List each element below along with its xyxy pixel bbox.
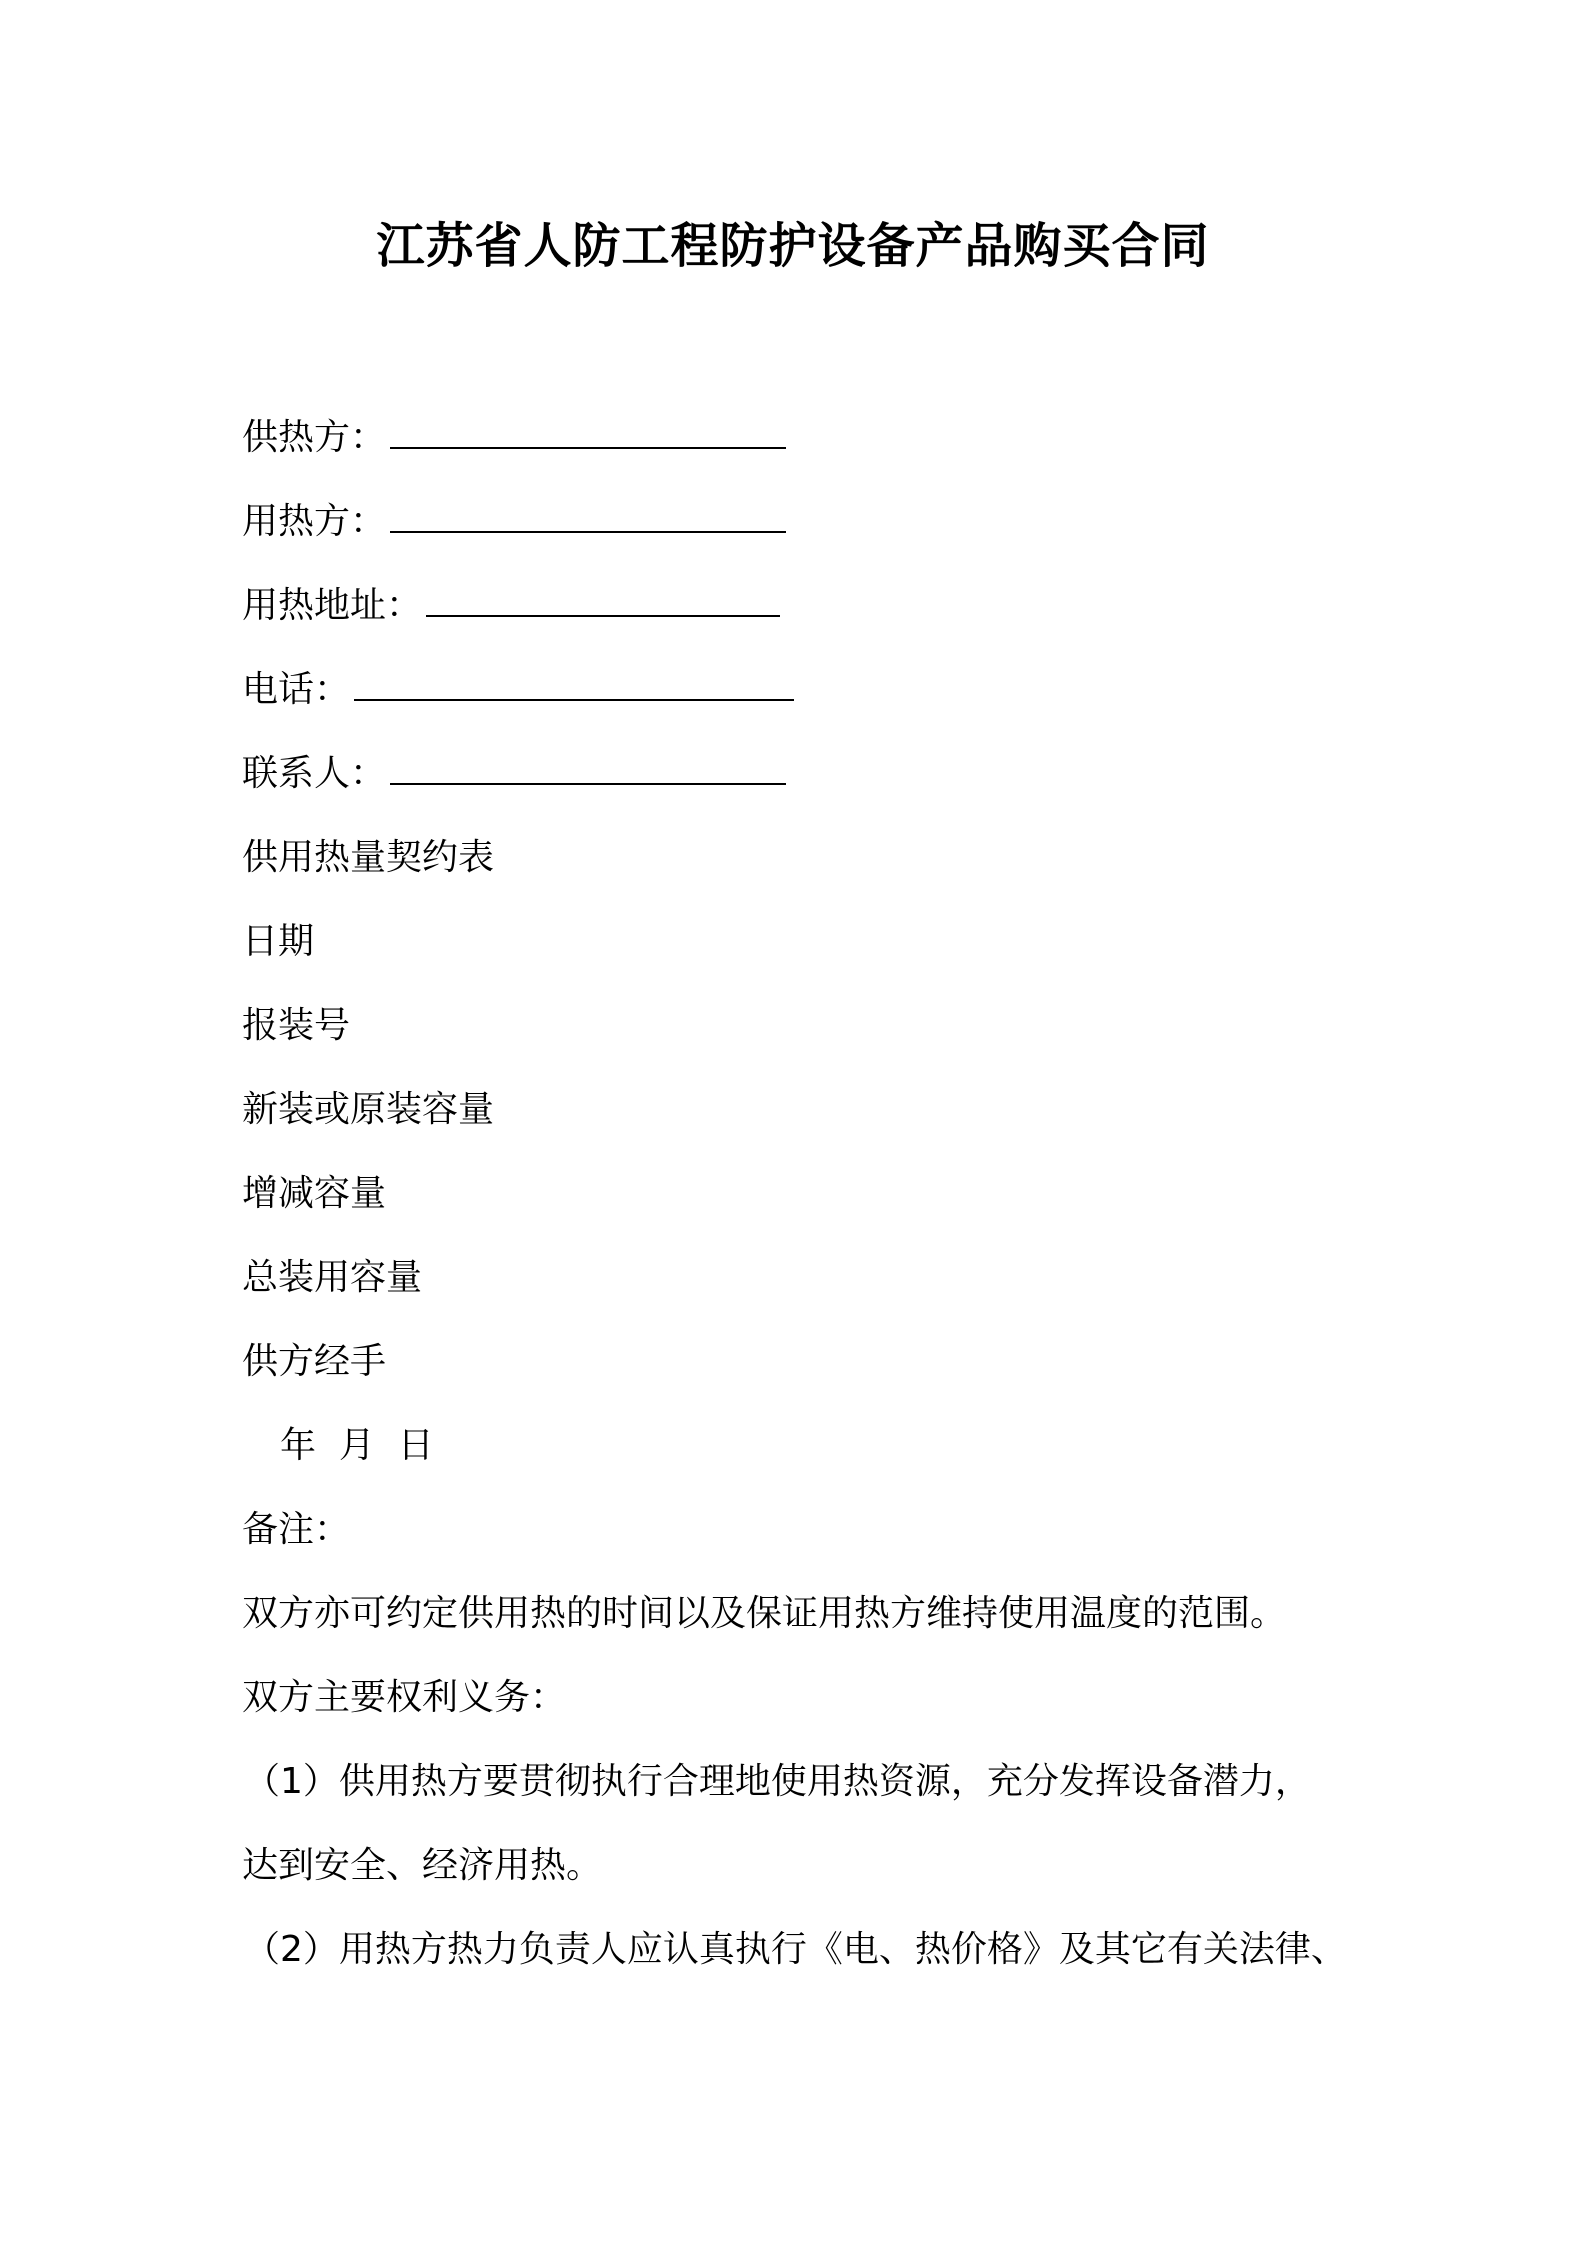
table-heading: 供用热量契约表 <box>242 837 495 878</box>
table-row-supplier-handler: 供方经手 <box>242 1341 387 1382</box>
clause-1-line-2: 达到安全、经济用热。 <box>242 1845 603 1886</box>
heat-user-field <box>242 498 786 546</box>
heat-user-blank <box>390 501 786 533</box>
heat-address-field <box>242 582 780 630</box>
clause-1-line-1: （1）供用热方要贯彻执行合理地使用热资源，充分发挥设备潜力， <box>244 1761 1311 1802</box>
heat-supplier-field <box>242 414 786 462</box>
clause-2-line-1: （2）用热方热力负责人应认真执行《电、热价格》及其它有关法律、 <box>244 1929 1347 1970</box>
phone-field <box>242 666 794 714</box>
table-row-original-capacity: 新装或原装容量 <box>242 1089 495 1130</box>
heat-user-label: 用热方： <box>242 501 387 542</box>
remark-label: 备注： <box>242 1509 351 1550</box>
remark-text: 双方亦可约定供用热的时间以及保证用热方维持使用温度的范围。 <box>242 1593 1287 1634</box>
heat-supplier-label: 供热方： <box>242 417 387 458</box>
table-row-total-capacity: 总装用容量 <box>242 1257 423 1298</box>
heat-supplier-blank <box>390 417 786 449</box>
heat-address-label: 用热地址： <box>242 585 423 626</box>
table-row-date: 日期 <box>242 921 315 962</box>
table-row-application-number: 报装号 <box>242 1005 351 1046</box>
rights-heading: 双方主要权利义务： <box>242 1677 567 1718</box>
date-line: 年 月 日 <box>280 1425 434 1466</box>
contract-title: 江苏省人防工程防护设备产品购买合同 <box>376 218 1210 274</box>
heat-address-blank <box>426 585 780 617</box>
contact-blank <box>390 753 786 785</box>
contact-field <box>242 750 786 798</box>
table-row-capacity-change: 增减容量 <box>242 1173 387 1214</box>
phone-label: 电话： <box>242 669 351 710</box>
phone-blank <box>354 669 794 701</box>
contact-label: 联系人： <box>242 753 387 794</box>
